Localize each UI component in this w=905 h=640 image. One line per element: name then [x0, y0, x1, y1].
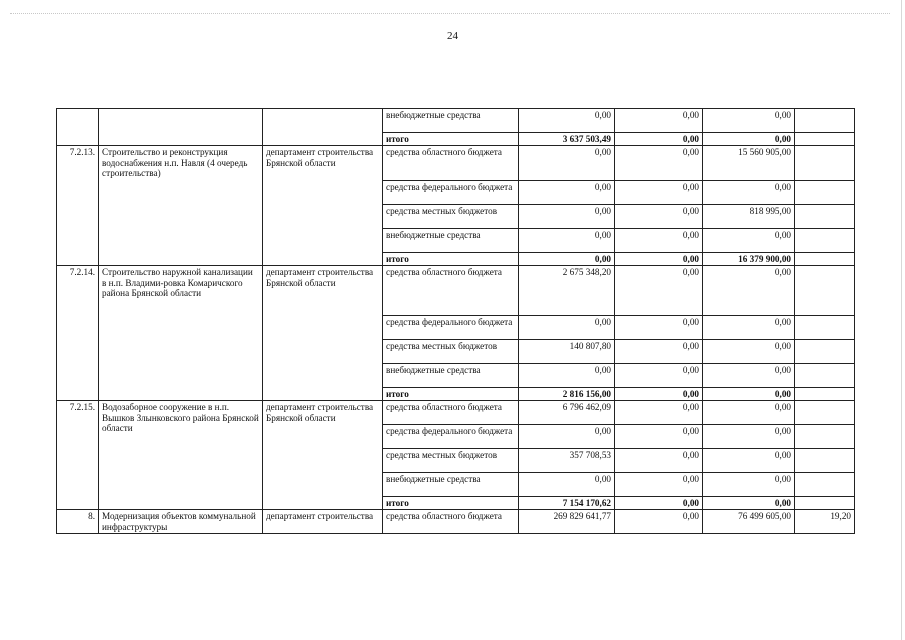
item-name: Строительство наружной канализации в н.п. Владими-ровка Комаричского района Брянской области [99, 266, 263, 401]
amount-col-2: 0,00 [615, 109, 703, 133]
amount-col-1: 0,00 [519, 205, 615, 229]
amount-col-3: 15 560 905,00 [703, 146, 795, 181]
amount-col-2: 0,00 [615, 253, 703, 266]
amount-col-1: 0,00 [519, 181, 615, 205]
table-row [57, 401, 855, 425]
amount-col-3: 818 995,00 [703, 205, 795, 229]
amount-col-1: 3 637 503,49 [519, 133, 615, 146]
amount-col-4 [795, 181, 855, 205]
amount-col-1: 0,00 [519, 253, 615, 266]
item-name: Строительство и реконструкция водоснабжения н.п. Навля (4 очередь строительства) [99, 146, 263, 266]
amount-col-1: 0,00 [519, 146, 615, 181]
amount-col-4 [795, 205, 855, 229]
table-row [57, 266, 855, 316]
table-row [57, 109, 855, 133]
amount-col-4 [795, 388, 855, 401]
amount-col-1: 0,00 [519, 109, 615, 133]
amount-col-4 [795, 497, 855, 510]
amount-col-1: 0,00 [519, 473, 615, 497]
amount-col-4 [795, 316, 855, 340]
page-number: 24 [447, 30, 458, 42]
funding-source: средства областного бюджета [383, 266, 519, 316]
amount-col-3: 0,00 [703, 340, 795, 364]
amount-col-2: 0,00 [615, 205, 703, 229]
amount-col-3: 0,00 [703, 229, 795, 253]
funding-source: средства федерального бюджета [383, 181, 519, 205]
amount-col-3: 0,00 [703, 364, 795, 388]
amount-col-3: 0,00 [703, 388, 795, 401]
amount-col-2: 0,00 [615, 364, 703, 388]
amount-col-4 [795, 364, 855, 388]
amount-col-1: 6 796 462,09 [519, 401, 615, 425]
amount-col-2: 0,00 [615, 229, 703, 253]
amount-col-3: 0,00 [703, 181, 795, 205]
funding-source: средства федерального бюджета [383, 316, 519, 340]
amount-col-2: 0,00 [615, 388, 703, 401]
funding-source: внебюджетные средства [383, 473, 519, 497]
amount-col-4 [795, 449, 855, 473]
amount-col-2: 0,00 [615, 266, 703, 316]
amount-col-1: 0,00 [519, 229, 615, 253]
funding-source: итого [383, 133, 519, 146]
amount-col-4 [795, 425, 855, 449]
funding-source: внебюджетные средства [383, 109, 519, 133]
amount-col-2: 0,00 [615, 473, 703, 497]
amount-col-1: 7 154 170,62 [519, 497, 615, 510]
amount-col-2: 0,00 [615, 510, 703, 534]
table-body [57, 109, 855, 534]
amount-col-2: 0,00 [615, 425, 703, 449]
amount-col-3: 0,00 [703, 266, 795, 316]
amount-col-4: 19,20 [795, 510, 855, 534]
funding-source: средства областного бюджета [383, 510, 519, 534]
item-name: Модернизация объектов коммунальной инфраструктуры [99, 510, 263, 534]
amount-col-3: 16 379 900,00 [703, 253, 795, 266]
scan-artifact-line [10, 13, 890, 14]
item-number: 8. [57, 510, 99, 534]
item-number: 7.2.15. [57, 401, 99, 510]
item-executor: департамент строительства Брянской области [263, 401, 383, 510]
funding-source: внебюджетные средства [383, 364, 519, 388]
budget-table [56, 108, 855, 534]
item-name: Водозаборное сооружение в н.п. Вышков Злынковского района Брянской области [99, 401, 263, 510]
amount-col-3: 0,00 [703, 133, 795, 146]
amount-col-2: 0,00 [615, 146, 703, 181]
funding-source: средства областного бюджета [383, 401, 519, 425]
amount-col-4 [795, 229, 855, 253]
amount-col-3: 0,00 [703, 425, 795, 449]
amount-col-2: 0,00 [615, 133, 703, 146]
amount-col-4 [795, 266, 855, 316]
amount-col-3: 0,00 [703, 109, 795, 133]
amount-col-4 [795, 340, 855, 364]
amount-col-1: 2 675 348,20 [519, 266, 615, 316]
funding-source: итого [383, 253, 519, 266]
amount-col-4 [795, 473, 855, 497]
amount-col-4 [795, 109, 855, 133]
item-number [57, 109, 99, 146]
amount-col-1: 2 816 156,00 [519, 388, 615, 401]
amount-col-1: 0,00 [519, 316, 615, 340]
amount-col-2: 0,00 [615, 497, 703, 510]
amount-col-1: 0,00 [519, 425, 615, 449]
amount-col-2: 0,00 [615, 449, 703, 473]
item-number: 7.2.14. [57, 266, 99, 401]
funding-source: внебюджетные средства [383, 229, 519, 253]
funding-source: средства местных бюджетов [383, 205, 519, 229]
amount-col-1: 269 829 641,77 [519, 510, 615, 534]
amount-col-2: 0,00 [615, 181, 703, 205]
amount-col-4 [795, 401, 855, 425]
item-executor: департамент строительства [263, 510, 383, 534]
item-executor: департамент строительства Брянской области [263, 146, 383, 266]
item-executor: департамент строительства Брянской области [263, 266, 383, 401]
item-name [99, 109, 263, 146]
funding-source: средства местных бюджетов [383, 449, 519, 473]
table-row [57, 510, 855, 534]
amount-col-3: 0,00 [703, 401, 795, 425]
funding-source: итого [383, 388, 519, 401]
amount-col-4 [795, 146, 855, 181]
amount-col-1: 140 807,80 [519, 340, 615, 364]
amount-col-4 [795, 253, 855, 266]
funding-source: средства федерального бюджета [383, 425, 519, 449]
amount-col-2: 0,00 [615, 401, 703, 425]
amount-col-3: 0,00 [703, 473, 795, 497]
scan-edge-line [901, 0, 902, 640]
amount-col-3: 0,00 [703, 497, 795, 510]
item-number: 7.2.13. [57, 146, 99, 266]
amount-col-3: 0,00 [703, 449, 795, 473]
amount-col-3: 0,00 [703, 316, 795, 340]
item-executor [263, 109, 383, 146]
funding-source: средства областного бюджета [383, 146, 519, 181]
funding-source: средства местных бюджетов [383, 340, 519, 364]
amount-col-1: 357 708,53 [519, 449, 615, 473]
amount-col-4 [795, 133, 855, 146]
amount-col-3: 76 499 605,00 [703, 510, 795, 534]
table-row [57, 146, 855, 181]
amount-col-2: 0,00 [615, 340, 703, 364]
funding-source: итого [383, 497, 519, 510]
amount-col-1: 0,00 [519, 364, 615, 388]
amount-col-2: 0,00 [615, 316, 703, 340]
